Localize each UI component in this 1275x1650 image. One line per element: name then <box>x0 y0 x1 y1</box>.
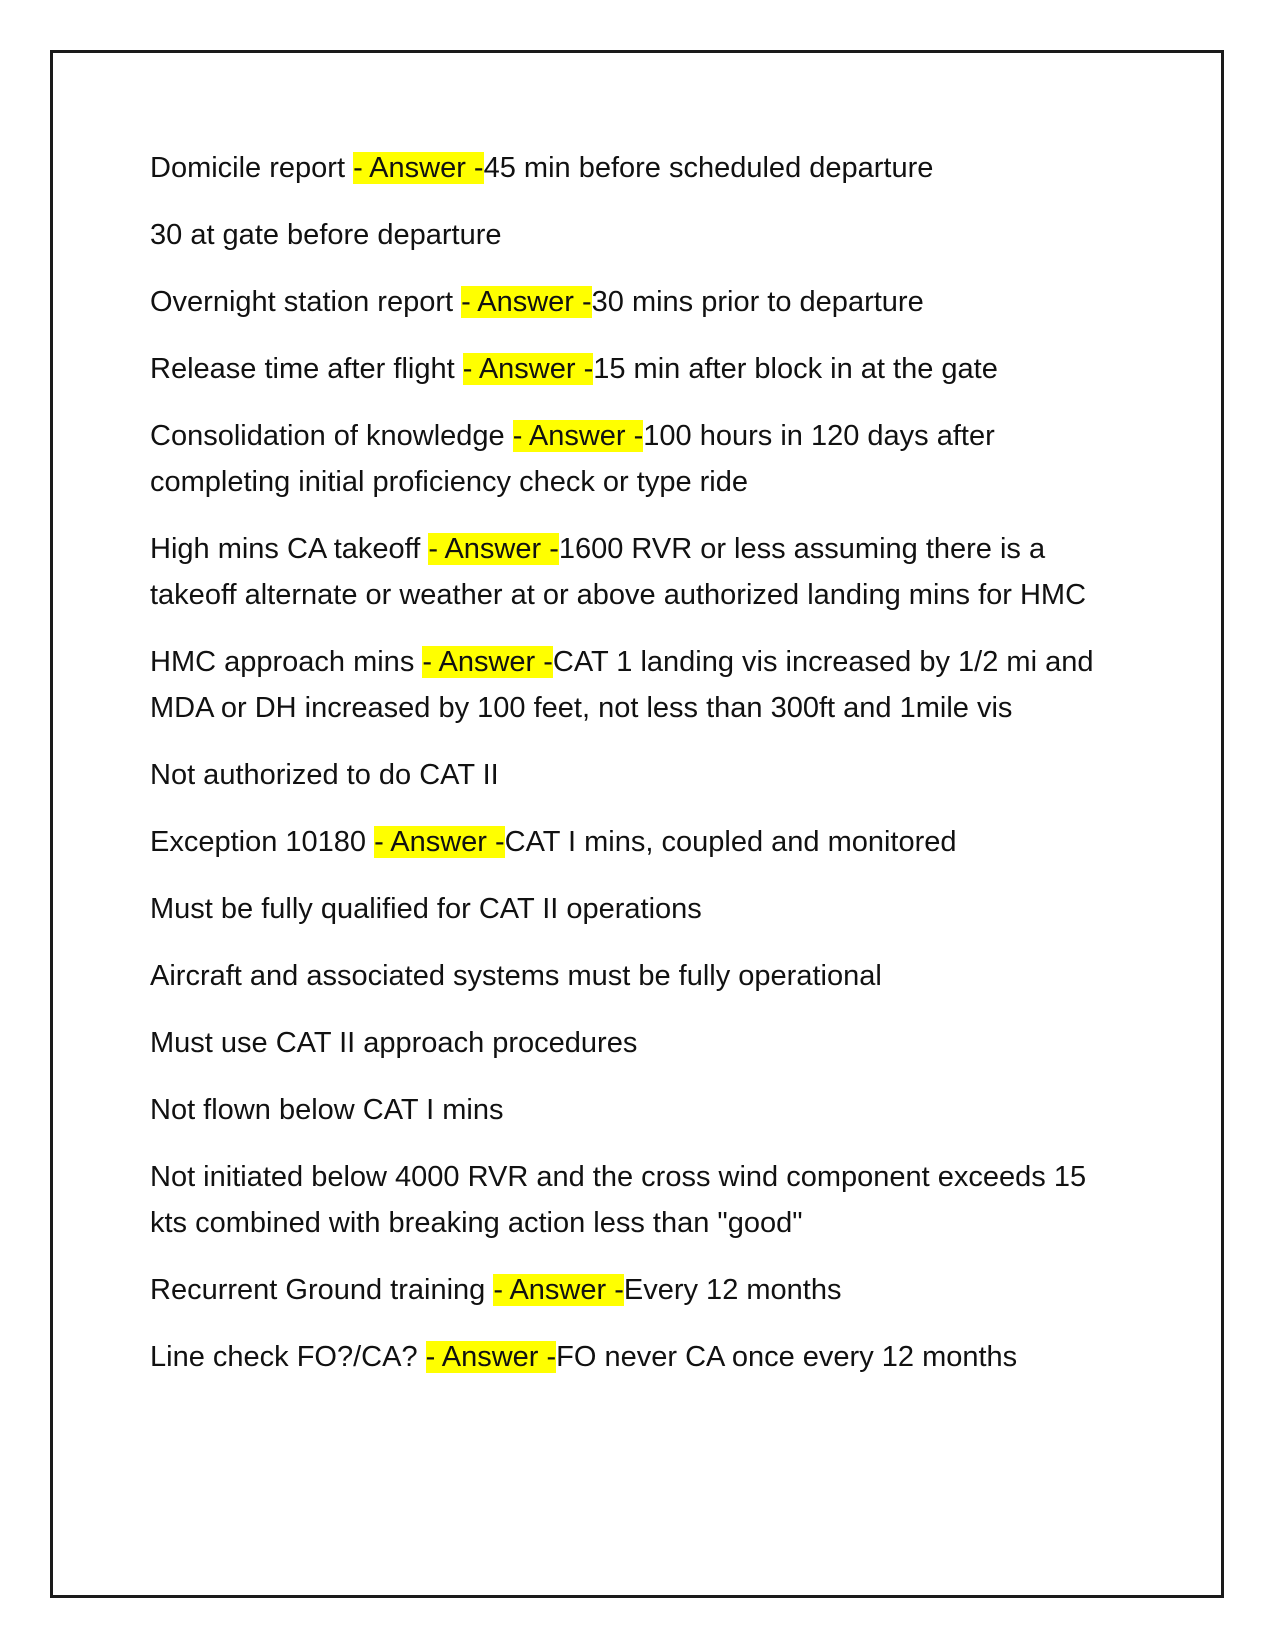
answer-marker: - Answer - <box>461 286 592 318</box>
entry-answer: Every 12 months <box>623 1274 842 1306</box>
entry-answer: 30 mins prior to departure <box>591 286 924 318</box>
entry-text: Aircraft and associated systems must be fully operational <box>150 960 882 992</box>
entry-text: Not flown below CAT I mins <box>150 1094 504 1126</box>
entry-term: HMC approach mins <box>150 646 423 678</box>
answer-marker: - Answer - <box>353 152 484 184</box>
qa-entry <box>150 1267 1130 1313</box>
entry-text: Must be fully qualified for CAT II operations <box>150 893 702 925</box>
qa-entry <box>150 1334 1130 1380</box>
entry-answer: 45 min before scheduled departure <box>483 152 934 184</box>
entry-term: Consolidation of knowledge <box>150 420 513 452</box>
answer-marker: - Answer - <box>422 646 553 678</box>
entry-text: Not initiated below 4000 RVR and the cross wind component exceeds 15 kts combined with breaking action less than "good" <box>150 1161 1087 1239</box>
answer-marker: - Answer - <box>374 826 505 858</box>
qa-entry <box>150 346 1130 392</box>
qa-entry <box>150 526 1130 618</box>
entry-answer: CAT I mins, coupled and monitored <box>504 826 957 858</box>
entry-answer: 15 min after block in at the gate <box>593 353 998 385</box>
entry-text: 30 at gate before departure <box>150 219 502 251</box>
note-entry <box>150 886 1130 932</box>
note-entry <box>150 953 1130 999</box>
answer-marker: - Answer - <box>512 420 644 452</box>
note-entry <box>150 212 1130 258</box>
document-body <box>150 145 1130 1401</box>
qa-entry <box>150 279 1130 325</box>
note-entry <box>150 1020 1130 1066</box>
entry-term: Recurrent Ground training <box>150 1274 494 1306</box>
entry-answer: CAT 1 landing vis increased by 1/2 mi and MDA or DH increased by 100 feet, not less than 300ft and 1mile vis <box>150 646 1094 724</box>
entry-term: High mins CA takeoff <box>150 533 429 565</box>
entry-term: Exception 10180 <box>150 826 375 858</box>
note-entry <box>150 752 1130 798</box>
qa-entry <box>150 145 1130 191</box>
entry-answer: FO never CA once every 12 months <box>556 1341 1018 1373</box>
answer-marker: - Answer - <box>493 1274 624 1306</box>
qa-entry <box>150 819 1130 865</box>
note-entry <box>150 1087 1130 1133</box>
entry-text: Must use CAT II approach procedures <box>150 1027 638 1059</box>
answer-marker: - Answer - <box>462 353 594 385</box>
answer-marker: - Answer - <box>425 1341 557 1373</box>
entry-term: Overnight station report <box>150 286 462 318</box>
entry-term: Line check FO?/CA? <box>150 1341 426 1373</box>
entry-answer: 1600 RVR or less assuming there is a takeoff alternate or weather at or above authorized landing mins for HMC <box>150 533 1087 611</box>
answer-marker: - Answer - <box>428 533 559 565</box>
entry-answer: 100 hours in 120 days after completing initial proficiency check or type ride <box>150 420 995 498</box>
entry-term: Release time after flight <box>150 353 463 385</box>
qa-entry <box>150 413 1130 505</box>
qa-entry <box>150 639 1130 731</box>
note-entry <box>150 1154 1130 1246</box>
entry-term: Domicile report <box>150 152 354 184</box>
entry-text: Not authorized to do CAT II <box>150 759 499 791</box>
